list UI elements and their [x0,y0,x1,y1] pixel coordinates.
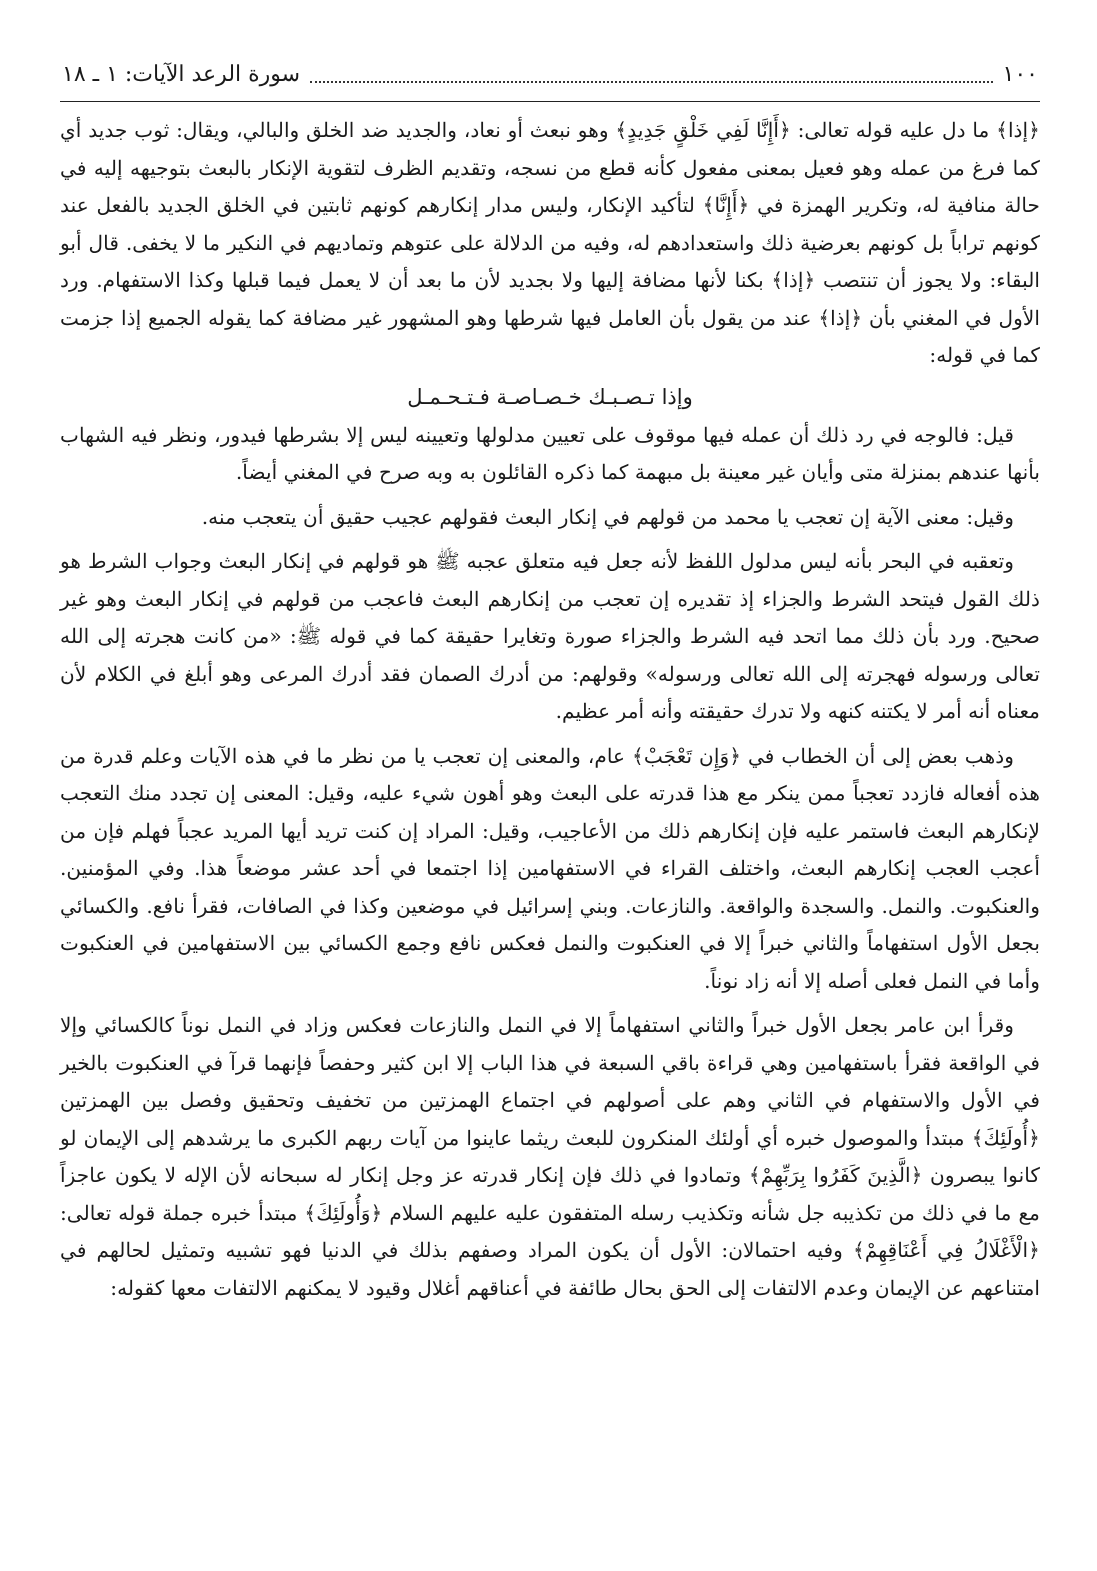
running-title: سورة الرعد الآيات: ١ ـ ١٨ [62,62,301,87]
paragraph: ﴿إذا﴾ ما دل عليه قوله تعالى: ﴿أَإِنَّا لَفِي خَلْقٍ جَدِيدٍ﴾ وهو نبعث أو نعاد، والجديد ضد الخلق والبالي، ويقال: ثوب جديد أي كما فرغ من عمله وهو فعيل بمعنى مفعول كأنه قطع من نسجه، وتقديم الظرف لتقوية الإنكار بالبعث بتوجيهه إليه في حالة منافية له، وتكرير الهمزة في ﴿أَإِنَّا﴾ لتأكيد الإنكار، وليس مدار إنكارهم كونهم ثابتين في الخلق الجديد بالفعل عند كونهم تراباً بل كونهم بعرضية ذلك واستعدادهم له، وفيه من الدلالة على عتوهم وتماديهم في النكير ما لا يخفى. قال أبو البقاء: ولا يجوز أن تنتصب ﴿إذا﴾ بكنا لأنها مضافة إليها ولا بجديد لأن ما بعد أن لا يعمل فيما قبلها وكذا الاستفهام. ورد الأول في المغني بأن ﴿إذا﴾ عند من يقول بأن العامل فيها شرطها وهو المشهور غير مضافة كما يقوله الجميع إذا جزمت كما في قوله: [60,118,1040,367]
paragraph: وقرأ ابن عامر بجعل الأول خبراً والثاني استفهاماً إلا في النمل والنازعات فعكس وزاد في النمل نوناً كالكسائي وإلا في الواقعة فقرأ باستفهامين وهي قراءة باقي السبعة في هذا الباب إلا ابن كثير وحفصاً فإنهما قرآ في العنكبوت بالخير في الأول والاستفهام في الثاني وهم على أصولهم في اجتماع الهمزتين من تخفيف وتحقيق وفصل بين الهمزتين ﴿أُولَئِكَ﴾ مبتدأ والموصول خبره أي أولئك المنكرون للبعث ريثما عاينوا من آيات ربهم الكبرى ما يرشدهم إلى الإيمان لو كانوا يبصرون ﴿الَّذِينَ كَفَرُوا بِرَبِّهِمْ﴾ وتمادوا في ذلك فإن إنكار قدرته عز وجل إنكار له سبحانه لأن الإله لا يكون عاجزاً مع ما في ذلك من تكذيبه جل شأنه وتكذيب رسله المتفقون عليه عليهم السلام ﴿وَأُولَئِكَ﴾ مبتدأ خبره جملة قوله تعالى: ﴿الْأَغْلَالُ فِي أَعْنَاقِهِمْ﴾ وفيه احتمالان: الأول أن يكون المراد وصفهم بذلك في الدنيا فهو تشبيه وتمثيل لحالهم في امتناعهم عن الإيمان وعدم الالتفات إلى الحق بحال طائفة في أعناقهم أغلال وقيود لا يمكنهم الالتفات معها كقوله: [60,1013,1040,1300]
paragraph: قيل: فالوجه في رد ذلك أن عمله فيها موقوف على تعيين مدلولها وتعيينه ليس إلا بشرطها فيدور، ونظر فيه الشهاب بأنها عندهم بمنزلة متى وأيان غير معينة بل مبهمة كما ذكره القائلون به وبه صرح في المغني أيضاً. [60,422,1040,484]
poetry-verse: وإذا تـصـبـك خـصـاصـة فـتـحـمـل [407,384,693,409]
paragraph: وتعقبه في البحر بأنه ليس مدلول اللفظ لأنه جعل فيه متعلق عجبه ﷺ هو قولهم في إنكار البعث وجواب الشرط هو ذلك القول فيتحد الشرط والجزاء إذ تقديره إن تعجب من إنكارهم البعث فاعجب من قولهم في إنكار البعث وهو غير صحيح. ورد بأن ذلك مما اتحد فيه الشرط والجزاء صورة وتغايرا حقيقة كما في قوله ﷺ: «من كانت هجرته إلى الله تعالى ورسوله فهجرته إلى الله تعالى ورسوله» وقولهم: من أدرك الصمان فقد أدرك المرعى وهو أبلغ في الكلام لأن معناه أنه أمر لا يكتنه كنهه ولا تدرك حقيقته وأنه أمر عظيم. [60,549,1040,723]
paragraph: وذهب بعض إلى أن الخطاب في ﴿وَإِن تَعْجَبْ﴾ عام، والمعنى إن تعجب يا من نظر ما في هذه الآيات وعلم قدرة من هذه أفعاله فازدد تعجباً ممن ينكر مع هذا قدرته على البعث وهو أهون شيء عليه، وقيل: المعنى إن تجدد منك التعجب لإنكارهم البعث فاستمر عليه فإن إنكارهم ذلك من الأعاجيب، وقيل: المراد إن كنت تريد أيها المريد عجباً فهلم فإن من أعجب العجب إنكارهم البعث، واختلف القراء في الاستفهامين إذا اجتمعا في أحد عشر موضعاً هذا. وفي المؤمنين. والعنكبوت. والنمل. والسجدة والواقعة. والنازعات. وبني إسرائيل في موضعين وكذا في الصافات، فقرأ نافع. والكسائي بجعل الأول استفهاماً والثاني خبراً إلا في العنكبوت والنمل فعكس نافع وجمع الكسائي بين الاستفهامين في العنكبوت وأما في النمل فعلى أصله إلا أنه زاد نوناً. [60,743,1040,993]
page-number: ١٠٠ [1002,62,1038,87]
leader-dots [310,67,992,83]
page-body [60,102,1040,1307]
book-page [60,55,1040,1545]
paragraph: وقيل: معنى الآية إن تعجب يا محمد من قولهم في إنكار البعث فقولهم عجيب حقيق أن يتعجب منه. [201,504,1014,529]
page-header [60,55,1040,102]
